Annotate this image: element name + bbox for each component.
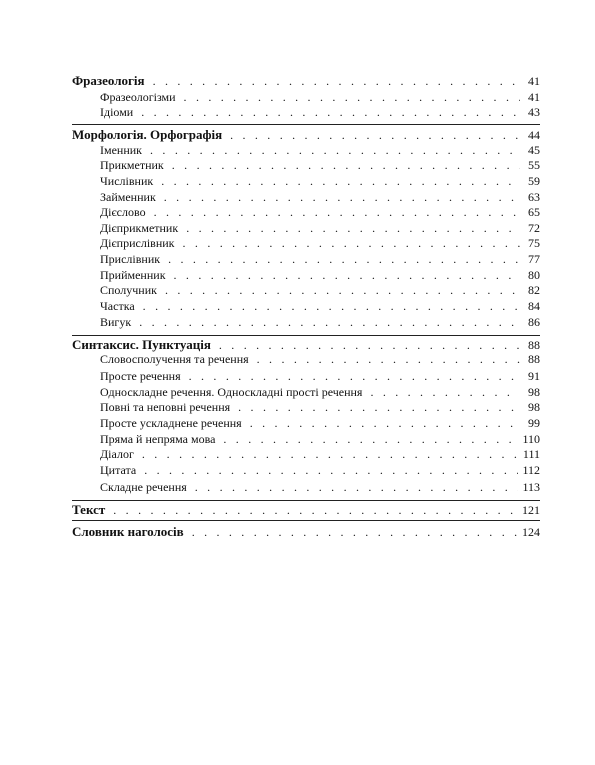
leader-dots bbox=[165, 283, 520, 298]
section-divider bbox=[72, 335, 540, 336]
toc-entry-title: Словосполучення та речення bbox=[100, 352, 249, 366]
toc-page-number: 80 bbox=[528, 268, 540, 282]
toc-page-number: 98 bbox=[528, 385, 540, 399]
toc-entry-title: Числівник bbox=[100, 174, 154, 188]
leader-dots bbox=[192, 524, 518, 540]
leader-dots bbox=[142, 447, 519, 462]
toc-section-title: Морфологія. Орфографія bbox=[72, 127, 223, 142]
leader-dots bbox=[183, 236, 520, 251]
toc-entry-title: Дієприслівник bbox=[100, 236, 175, 250]
toc-entry-title: Сполучник bbox=[100, 283, 157, 297]
toc-section-title: Словник наголосів bbox=[72, 524, 184, 539]
toc-page-number: 82 bbox=[528, 283, 540, 297]
toc-page-number: 75 bbox=[528, 236, 540, 250]
toc-entry-title: Просте ускладнене речення bbox=[100, 416, 242, 430]
toc-section-heading[interactable] bbox=[72, 524, 540, 542]
toc-section-heading[interactable] bbox=[72, 73, 540, 91]
toc-entry-title: Повні та неповні речення bbox=[100, 400, 231, 414]
toc-entry-title: Цитата bbox=[100, 463, 137, 477]
toc-page-number: 98 bbox=[528, 400, 540, 414]
toc-page-number: 91 bbox=[528, 369, 540, 383]
toc-page-number: 112 bbox=[522, 463, 540, 477]
section-divider bbox=[72, 500, 540, 501]
section-divider bbox=[72, 520, 540, 521]
leader-dots bbox=[161, 174, 520, 189]
toc-entry[interactable] bbox=[72, 463, 540, 481]
toc-page-number: 77 bbox=[528, 252, 540, 266]
toc-page-number: 124 bbox=[522, 525, 540, 539]
toc-entry-title: Частка bbox=[100, 299, 135, 313]
leader-dots bbox=[153, 73, 520, 89]
toc-entry-title: Прийменник bbox=[100, 268, 166, 282]
toc-page-number: 63 bbox=[528, 190, 540, 204]
toc-page-number: 88 bbox=[528, 352, 540, 366]
toc-entry[interactable] bbox=[72, 105, 540, 123]
toc-page-number: 45 bbox=[528, 143, 540, 157]
toc-entry-title: Просте речення bbox=[100, 369, 181, 383]
toc-entry-title: Дієслово bbox=[100, 205, 146, 219]
leader-dots bbox=[168, 252, 520, 267]
leader-dots bbox=[150, 143, 520, 158]
leader-dots bbox=[238, 400, 520, 415]
leader-dots bbox=[139, 315, 520, 330]
toc-entry-title: Іменник bbox=[100, 143, 143, 157]
toc-page-number: 121 bbox=[522, 503, 540, 517]
toc-page-number: 113 bbox=[522, 480, 540, 494]
leader-dots bbox=[230, 127, 520, 143]
leader-dots bbox=[172, 158, 520, 173]
toc-entry-title: Займенник bbox=[100, 190, 156, 204]
toc-entry-title: Вигук bbox=[100, 315, 132, 329]
toc-entry-title: Прикметник bbox=[100, 158, 164, 172]
toc-page-number: 88 bbox=[528, 338, 540, 352]
toc-page-number: 44 bbox=[528, 128, 540, 142]
toc-entry-title: Односкладне речення. Односкладні прості речення bbox=[100, 385, 363, 399]
toc-entry-title: Пряма й непряма мова bbox=[100, 432, 216, 446]
toc-page-number: 41 bbox=[528, 90, 540, 104]
toc-page-number: 86 bbox=[528, 315, 540, 329]
toc-entry-title: Діалог bbox=[100, 447, 134, 461]
leader-dots bbox=[257, 352, 520, 367]
leader-dots bbox=[186, 221, 520, 236]
toc-section-title: Синтаксис. Пунктуація bbox=[72, 337, 211, 352]
leader-dots bbox=[189, 369, 520, 384]
toc-page-number: 99 bbox=[528, 416, 540, 430]
toc-entry[interactable] bbox=[72, 315, 540, 333]
leader-dots bbox=[219, 337, 520, 353]
leader-dots bbox=[184, 90, 520, 105]
toc-page-number: 72 bbox=[528, 221, 540, 235]
toc-page-number: 65 bbox=[528, 205, 540, 219]
leader-dots bbox=[113, 502, 518, 518]
toc-section-title: Фразеологія bbox=[72, 73, 145, 88]
toc-page-number: 59 bbox=[528, 174, 540, 188]
toc-entry-title: Прислівник bbox=[100, 252, 161, 266]
toc-page-number: 111 bbox=[522, 447, 540, 461]
leader-dots bbox=[143, 299, 520, 314]
toc-page-number: 110 bbox=[522, 432, 540, 446]
toc-entry-title: Дієприкметник bbox=[100, 221, 179, 235]
leader-dots bbox=[174, 268, 520, 283]
leader-dots bbox=[144, 463, 518, 478]
toc-section-heading[interactable] bbox=[72, 502, 540, 520]
leader-dots bbox=[141, 105, 520, 120]
toc-page-number: 84 bbox=[528, 299, 540, 313]
toc-page-number: 43 bbox=[528, 105, 540, 119]
leader-dots bbox=[164, 190, 520, 205]
leader-dots bbox=[370, 385, 520, 400]
toc-entry[interactable] bbox=[72, 480, 540, 498]
toc-page-number: 55 bbox=[528, 158, 540, 172]
toc-entry-title: Фразеологізми bbox=[100, 90, 176, 104]
leader-dots bbox=[223, 432, 518, 447]
toc-entry[interactable] bbox=[72, 352, 540, 370]
toc-page-number: 41 bbox=[528, 74, 540, 88]
toc-entry-title: Ідіоми bbox=[100, 105, 134, 119]
section-divider bbox=[72, 124, 540, 125]
leader-dots bbox=[195, 480, 519, 495]
leader-dots bbox=[154, 205, 520, 220]
leader-dots bbox=[250, 416, 520, 431]
toc-section-title: Текст bbox=[72, 502, 106, 517]
toc-entry-title: Складне речення bbox=[100, 480, 187, 494]
